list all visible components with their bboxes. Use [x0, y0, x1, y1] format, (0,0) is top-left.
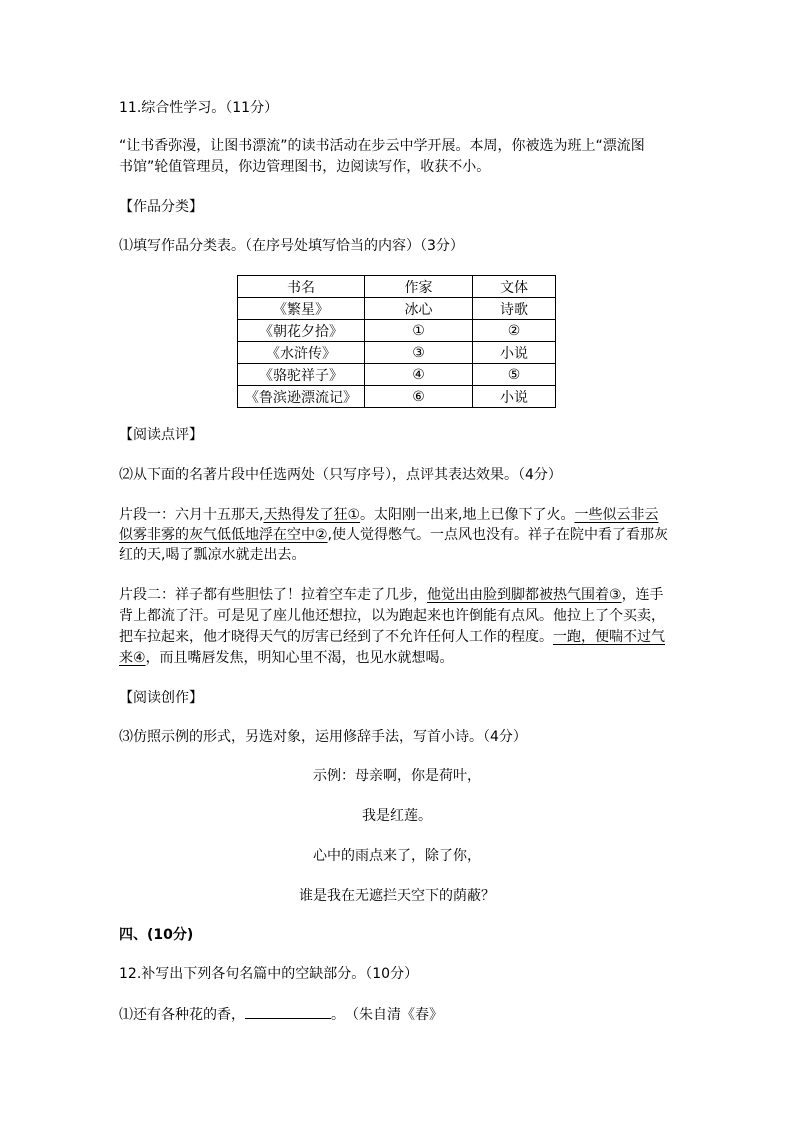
- table-row: [238, 364, 556, 386]
- table-row: [238, 320, 556, 342]
- sub-question-2: ⑵从下面的名著片段中任选两处（只写序号），点评其表达效果。（4分）: [119, 467, 562, 483]
- cell-title: 《骆驼祥子》: [238, 364, 365, 386]
- poem-line-4: 谁是我在无遮拦天空下的荫蔽？: [299, 888, 495, 904]
- underlined-phrase-2-cont: 似雾非雾的灰气低低地浮在空中②: [119, 527, 328, 543]
- cell-genre: ②: [473, 320, 556, 342]
- fragment1-line2: 似雾非雾的灰气低低地浮在空中②,使人觉得憋气。一点风也没有。祥子在院中看了看那灰: [119, 527, 669, 543]
- fragment2-line1: 片段二：祥子都有些胆怯了！拉着空车走了几步，他觉出由脸到脚都被热气围着③，连手: [119, 587, 664, 603]
- underlined-phrase-4-cont: 来④: [119, 650, 146, 666]
- header-title: 书名: [238, 276, 365, 298]
- cell-genre: 诗歌: [473, 298, 556, 320]
- fragment2-line3: 把车拉起来，他才晓得天气的厉害已经到了不允许任何人工作的程度。一跑，便喘不过气: [119, 629, 665, 645]
- table-row: [238, 342, 556, 364]
- underlined-phrase-4: 一跑，便喘不过气: [553, 629, 665, 645]
- cell-title: 《朝花夕拾》: [238, 320, 365, 342]
- poem-line-3: 心中的雨点来了，除了你，: [313, 848, 481, 864]
- header-genre: 文体: [473, 276, 556, 298]
- cell-author: ③: [365, 342, 473, 364]
- underlined-phrase-1: 天热得发了狂①: [263, 507, 361, 523]
- cell-author: ①: [365, 320, 473, 342]
- underlined-phrase-2: 一些似云非云: [574, 507, 659, 523]
- cell-genre: 小说: [473, 386, 556, 408]
- q11-intro-line2: 书馆”轮值管理员，你边管理图书，边阅读写作，收获不小。: [119, 159, 491, 175]
- cell-author: ④: [365, 364, 473, 386]
- q11-title: 11.综合性学习。（11分）: [119, 100, 279, 116]
- section-classify: 【作品分类】: [119, 199, 203, 215]
- cell-title: 《水浒传》: [238, 342, 365, 364]
- section-create: 【阅读创作】: [119, 690, 203, 706]
- cell-title: 《鲁滨逊漂流记》: [238, 386, 365, 408]
- poem-line-2: 我是红莲。: [362, 808, 432, 824]
- table-row: [238, 298, 556, 320]
- sub-question-1: ⑴填写作品分类表。（在序号处填写恰当的内容）（3分）: [119, 238, 464, 254]
- table-header-row: [238, 276, 556, 298]
- underlined-phrase-3: 他觉出由脸到脚都被热气围着③: [427, 587, 622, 603]
- fragment2-line4: 来④，而且嘴唇发焦，明知心里不渴，也见水就想喝。: [119, 650, 454, 666]
- q11-intro-line1: “让书香弥漫，让图书漂流”的读书活动在步云中学开展。本周，你被选为班上“漂流图: [119, 138, 645, 154]
- cell-author: 冰心: [365, 298, 473, 320]
- works-classification-table: [237, 275, 556, 408]
- cell-genre: 小说: [473, 342, 556, 364]
- section-4-heading: 四、(10分): [119, 927, 194, 943]
- fragment2-line2: 背上都流了汗。可是见了座儿他还想拉，以为跑起来也许倒能有点风。他拉上了个买卖，: [119, 608, 665, 624]
- cell-author: ⑥: [365, 386, 473, 408]
- sub-question-3: ⑶仿照示例的形式，另选对象，运用修辞手法，写首小诗。（4分）: [119, 729, 527, 745]
- fragment1-line1: 片段一：六月十五那天,天热得发了狂①。太阳刚一出来,地上已像下了火。一些似云非云: [119, 507, 659, 523]
- q12-item-1: ⑴还有各种花的香， 。 （朱自清《春》: [119, 1004, 443, 1025]
- header-author: 作家: [365, 276, 473, 298]
- q12-title: 12.补写出下列各句名篇中的空缺部分。（10分）: [119, 966, 419, 982]
- cell-genre: ⑤: [473, 364, 556, 386]
- section-review: 【阅读点评】: [119, 427, 203, 443]
- answer-blank[interactable]: [245, 1004, 331, 1019]
- fragment1-line3: 红的天,喝了瓢凉水就走出去。: [119, 547, 306, 563]
- table-row: [238, 386, 556, 408]
- poem-line-1: 示例：母亲啊，你是荷叶，: [313, 768, 481, 784]
- cell-title: 《繁星》: [238, 298, 365, 320]
